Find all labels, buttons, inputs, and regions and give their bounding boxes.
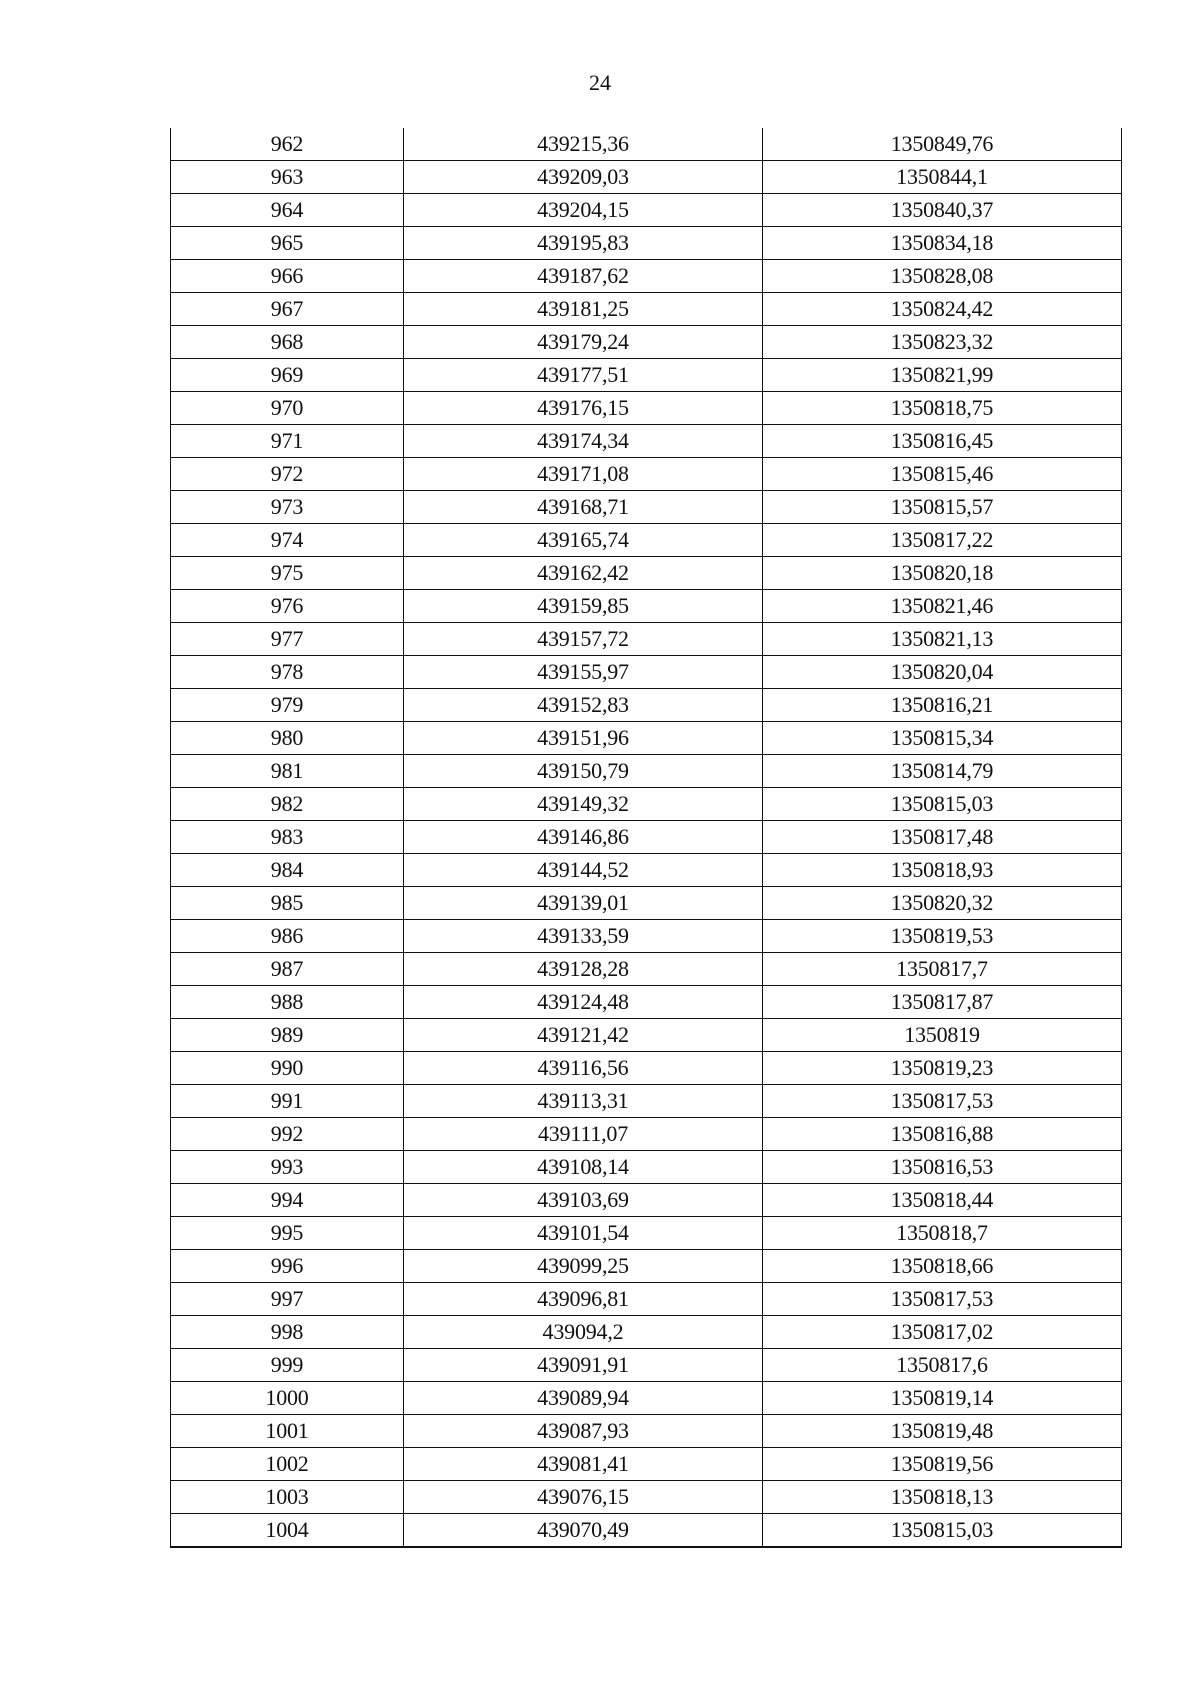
table-row xyxy=(171,590,1122,623)
x-coordinate-cell: 439162,42 xyxy=(404,557,763,590)
table-row xyxy=(171,260,1122,293)
x-coordinate-cell: 439155,97 xyxy=(404,656,763,689)
point-number-cell: 974 xyxy=(171,524,404,557)
y-coordinate-cell: 1350820,18 xyxy=(763,557,1122,590)
y-coordinate-cell: 1350817,48 xyxy=(763,821,1122,854)
table-row xyxy=(171,557,1122,590)
y-coordinate-cell: 1350818,75 xyxy=(763,392,1122,425)
point-number-cell: 975 xyxy=(171,557,404,590)
x-coordinate-cell: 439177,51 xyxy=(404,359,763,392)
table-row xyxy=(171,293,1122,326)
point-number-cell: 964 xyxy=(171,194,404,227)
point-number-cell: 970 xyxy=(171,392,404,425)
point-number-cell: 992 xyxy=(171,1118,404,1151)
table-row xyxy=(171,689,1122,722)
x-coordinate-cell: 439195,83 xyxy=(404,227,763,260)
x-coordinate-cell: 439108,14 xyxy=(404,1151,763,1184)
x-coordinate-cell: 439187,62 xyxy=(404,260,763,293)
x-coordinate-cell: 439089,94 xyxy=(404,1382,763,1415)
table-row xyxy=(171,161,1122,194)
table-row xyxy=(171,1283,1122,1316)
y-coordinate-cell: 1350824,42 xyxy=(763,293,1122,326)
table-row xyxy=(171,359,1122,392)
point-number-cell: 963 xyxy=(171,161,404,194)
point-number-cell: 965 xyxy=(171,227,404,260)
x-coordinate-cell: 439165,74 xyxy=(404,524,763,557)
x-coordinate-cell: 439124,48 xyxy=(404,986,763,1019)
table-row xyxy=(171,1118,1122,1151)
y-coordinate-cell: 1350815,57 xyxy=(763,491,1122,524)
point-number-cell: 1003 xyxy=(171,1481,404,1514)
y-coordinate-cell: 1350819,14 xyxy=(763,1382,1122,1415)
point-number-cell: 997 xyxy=(171,1283,404,1316)
x-coordinate-cell: 439159,85 xyxy=(404,590,763,623)
table-body xyxy=(171,128,1122,1547)
y-coordinate-cell: 1350814,79 xyxy=(763,755,1122,788)
y-coordinate-cell: 1350817,6 xyxy=(763,1349,1122,1382)
x-coordinate-cell: 439070,49 xyxy=(404,1514,763,1548)
x-coordinate-cell: 439121,42 xyxy=(404,1019,763,1052)
point-number-cell: 981 xyxy=(171,755,404,788)
y-coordinate-cell: 1350815,03 xyxy=(763,1514,1122,1548)
y-coordinate-cell: 1350817,53 xyxy=(763,1283,1122,1316)
y-coordinate-cell: 1350817,53 xyxy=(763,1085,1122,1118)
table-row xyxy=(171,1217,1122,1250)
point-number-cell: 983 xyxy=(171,821,404,854)
table-row xyxy=(171,920,1122,953)
table-row xyxy=(171,1481,1122,1514)
table-row xyxy=(171,887,1122,920)
point-number-cell: 971 xyxy=(171,425,404,458)
y-coordinate-cell: 1350817,02 xyxy=(763,1316,1122,1349)
point-number-cell: 995 xyxy=(171,1217,404,1250)
y-coordinate-cell: 1350819,53 xyxy=(763,920,1122,953)
y-coordinate-cell: 1350820,04 xyxy=(763,656,1122,689)
y-coordinate-cell: 1350821,13 xyxy=(763,623,1122,656)
x-coordinate-cell: 439151,96 xyxy=(404,722,763,755)
point-number-cell: 987 xyxy=(171,953,404,986)
point-number-cell: 966 xyxy=(171,260,404,293)
table-row xyxy=(171,128,1122,161)
point-number-cell: 1000 xyxy=(171,1382,404,1415)
y-coordinate-cell: 1350816,88 xyxy=(763,1118,1122,1151)
table-row xyxy=(171,788,1122,821)
x-coordinate-cell: 439139,01 xyxy=(404,887,763,920)
x-coordinate-cell: 439150,79 xyxy=(404,755,763,788)
table-row xyxy=(171,1349,1122,1382)
table-row xyxy=(171,854,1122,887)
x-coordinate-cell: 439091,91 xyxy=(404,1349,763,1382)
table-row xyxy=(171,1415,1122,1448)
y-coordinate-cell: 1350818,66 xyxy=(763,1250,1122,1283)
y-coordinate-cell: 1350828,08 xyxy=(763,260,1122,293)
table-row xyxy=(171,986,1122,1019)
point-number-cell: 988 xyxy=(171,986,404,1019)
point-number-cell: 1002 xyxy=(171,1448,404,1481)
table-row xyxy=(171,755,1122,788)
table-row xyxy=(171,458,1122,491)
coordinates-table xyxy=(170,128,1122,1548)
point-number-cell: 977 xyxy=(171,623,404,656)
page-number: 24 xyxy=(589,70,611,95)
point-number-cell: 984 xyxy=(171,854,404,887)
table-row xyxy=(171,491,1122,524)
x-coordinate-cell: 439099,25 xyxy=(404,1250,763,1283)
table-row xyxy=(171,1151,1122,1184)
table-row xyxy=(171,392,1122,425)
x-coordinate-cell: 439116,56 xyxy=(404,1052,763,1085)
y-coordinate-cell: 1350816,45 xyxy=(763,425,1122,458)
x-coordinate-cell: 439171,08 xyxy=(404,458,763,491)
y-coordinate-cell: 1350819,56 xyxy=(763,1448,1122,1481)
table-row xyxy=(171,1514,1122,1548)
table-row xyxy=(171,722,1122,755)
y-coordinate-cell: 1350821,46 xyxy=(763,590,1122,623)
x-coordinate-cell: 439081,41 xyxy=(404,1448,763,1481)
table-row xyxy=(171,656,1122,689)
point-number-cell: 972 xyxy=(171,458,404,491)
y-coordinate-cell: 1350818,93 xyxy=(763,854,1122,887)
point-number-cell: 985 xyxy=(171,887,404,920)
point-number-cell: 967 xyxy=(171,293,404,326)
table-row xyxy=(171,1448,1122,1481)
y-coordinate-cell: 1350819,48 xyxy=(763,1415,1122,1448)
point-number-cell: 994 xyxy=(171,1184,404,1217)
table-row xyxy=(171,227,1122,260)
point-number-cell: 1004 xyxy=(171,1514,404,1548)
table-row xyxy=(171,821,1122,854)
y-coordinate-cell: 1350840,37 xyxy=(763,194,1122,227)
x-coordinate-cell: 439146,86 xyxy=(404,821,763,854)
table-row xyxy=(171,1316,1122,1349)
point-number-cell: 973 xyxy=(171,491,404,524)
y-coordinate-cell: 1350817,7 xyxy=(763,953,1122,986)
point-number-cell: 976 xyxy=(171,590,404,623)
x-coordinate-cell: 439101,54 xyxy=(404,1217,763,1250)
table-row xyxy=(171,524,1122,557)
x-coordinate-cell: 439181,25 xyxy=(404,293,763,326)
x-coordinate-cell: 439144,52 xyxy=(404,854,763,887)
x-coordinate-cell: 439176,15 xyxy=(404,392,763,425)
y-coordinate-cell: 1350820,32 xyxy=(763,887,1122,920)
table-row xyxy=(171,425,1122,458)
table-row xyxy=(171,1250,1122,1283)
x-coordinate-cell: 439157,72 xyxy=(404,623,763,656)
table-row xyxy=(171,623,1122,656)
y-coordinate-cell: 1350823,32 xyxy=(763,326,1122,359)
table-row xyxy=(171,326,1122,359)
x-coordinate-cell: 439094,2 xyxy=(404,1316,763,1349)
y-coordinate-cell: 1350818,13 xyxy=(763,1481,1122,1514)
y-coordinate-cell: 1350849,76 xyxy=(763,128,1122,161)
x-coordinate-cell: 439076,15 xyxy=(404,1481,763,1514)
y-coordinate-cell: 1350819,23 xyxy=(763,1052,1122,1085)
point-number-cell: 980 xyxy=(171,722,404,755)
x-coordinate-cell: 439168,71 xyxy=(404,491,763,524)
point-number-cell: 989 xyxy=(171,1019,404,1052)
y-coordinate-cell: 1350815,46 xyxy=(763,458,1122,491)
y-coordinate-cell: 1350818,7 xyxy=(763,1217,1122,1250)
y-coordinate-cell: 1350818,44 xyxy=(763,1184,1122,1217)
x-coordinate-cell: 439179,24 xyxy=(404,326,763,359)
y-coordinate-cell: 1350821,99 xyxy=(763,359,1122,392)
x-coordinate-cell: 439174,34 xyxy=(404,425,763,458)
point-number-cell: 993 xyxy=(171,1151,404,1184)
point-number-cell: 991 xyxy=(171,1085,404,1118)
y-coordinate-cell: 1350816,21 xyxy=(763,689,1122,722)
y-coordinate-cell: 1350817,87 xyxy=(763,986,1122,1019)
point-number-cell: 999 xyxy=(171,1349,404,1382)
point-number-cell: 990 xyxy=(171,1052,404,1085)
point-number-cell: 968 xyxy=(171,326,404,359)
point-number-cell: 998 xyxy=(171,1316,404,1349)
x-coordinate-cell: 439133,59 xyxy=(404,920,763,953)
point-number-cell: 996 xyxy=(171,1250,404,1283)
y-coordinate-cell: 1350844,1 xyxy=(763,161,1122,194)
x-coordinate-cell: 439215,36 xyxy=(404,128,763,161)
table-row xyxy=(171,1019,1122,1052)
x-coordinate-cell: 439209,03 xyxy=(404,161,763,194)
y-coordinate-cell: 1350834,18 xyxy=(763,227,1122,260)
x-coordinate-cell: 439087,93 xyxy=(404,1415,763,1448)
point-number-cell: 962 xyxy=(171,128,404,161)
point-number-cell: 978 xyxy=(171,656,404,689)
x-coordinate-cell: 439103,69 xyxy=(404,1184,763,1217)
y-coordinate-cell: 1350816,53 xyxy=(763,1151,1122,1184)
table-row xyxy=(171,1052,1122,1085)
point-number-cell: 979 xyxy=(171,689,404,722)
point-number-cell: 1001 xyxy=(171,1415,404,1448)
x-coordinate-cell: 439152,83 xyxy=(404,689,763,722)
y-coordinate-cell: 1350817,22 xyxy=(763,524,1122,557)
x-coordinate-cell: 439149,32 xyxy=(404,788,763,821)
y-coordinate-cell: 1350819 xyxy=(763,1019,1122,1052)
point-number-cell: 969 xyxy=(171,359,404,392)
table-row xyxy=(171,1184,1122,1217)
point-number-cell: 986 xyxy=(171,920,404,953)
x-coordinate-cell: 439111,07 xyxy=(404,1118,763,1151)
x-coordinate-cell: 439096,81 xyxy=(404,1283,763,1316)
table-row xyxy=(171,194,1122,227)
y-coordinate-cell: 1350815,34 xyxy=(763,722,1122,755)
x-coordinate-cell: 439204,15 xyxy=(404,194,763,227)
x-coordinate-cell: 439128,28 xyxy=(404,953,763,986)
table-row xyxy=(171,1085,1122,1118)
point-number-cell: 982 xyxy=(171,788,404,821)
table-row xyxy=(171,1382,1122,1415)
table-row xyxy=(171,953,1122,986)
y-coordinate-cell: 1350815,03 xyxy=(763,788,1122,821)
x-coordinate-cell: 439113,31 xyxy=(404,1085,763,1118)
